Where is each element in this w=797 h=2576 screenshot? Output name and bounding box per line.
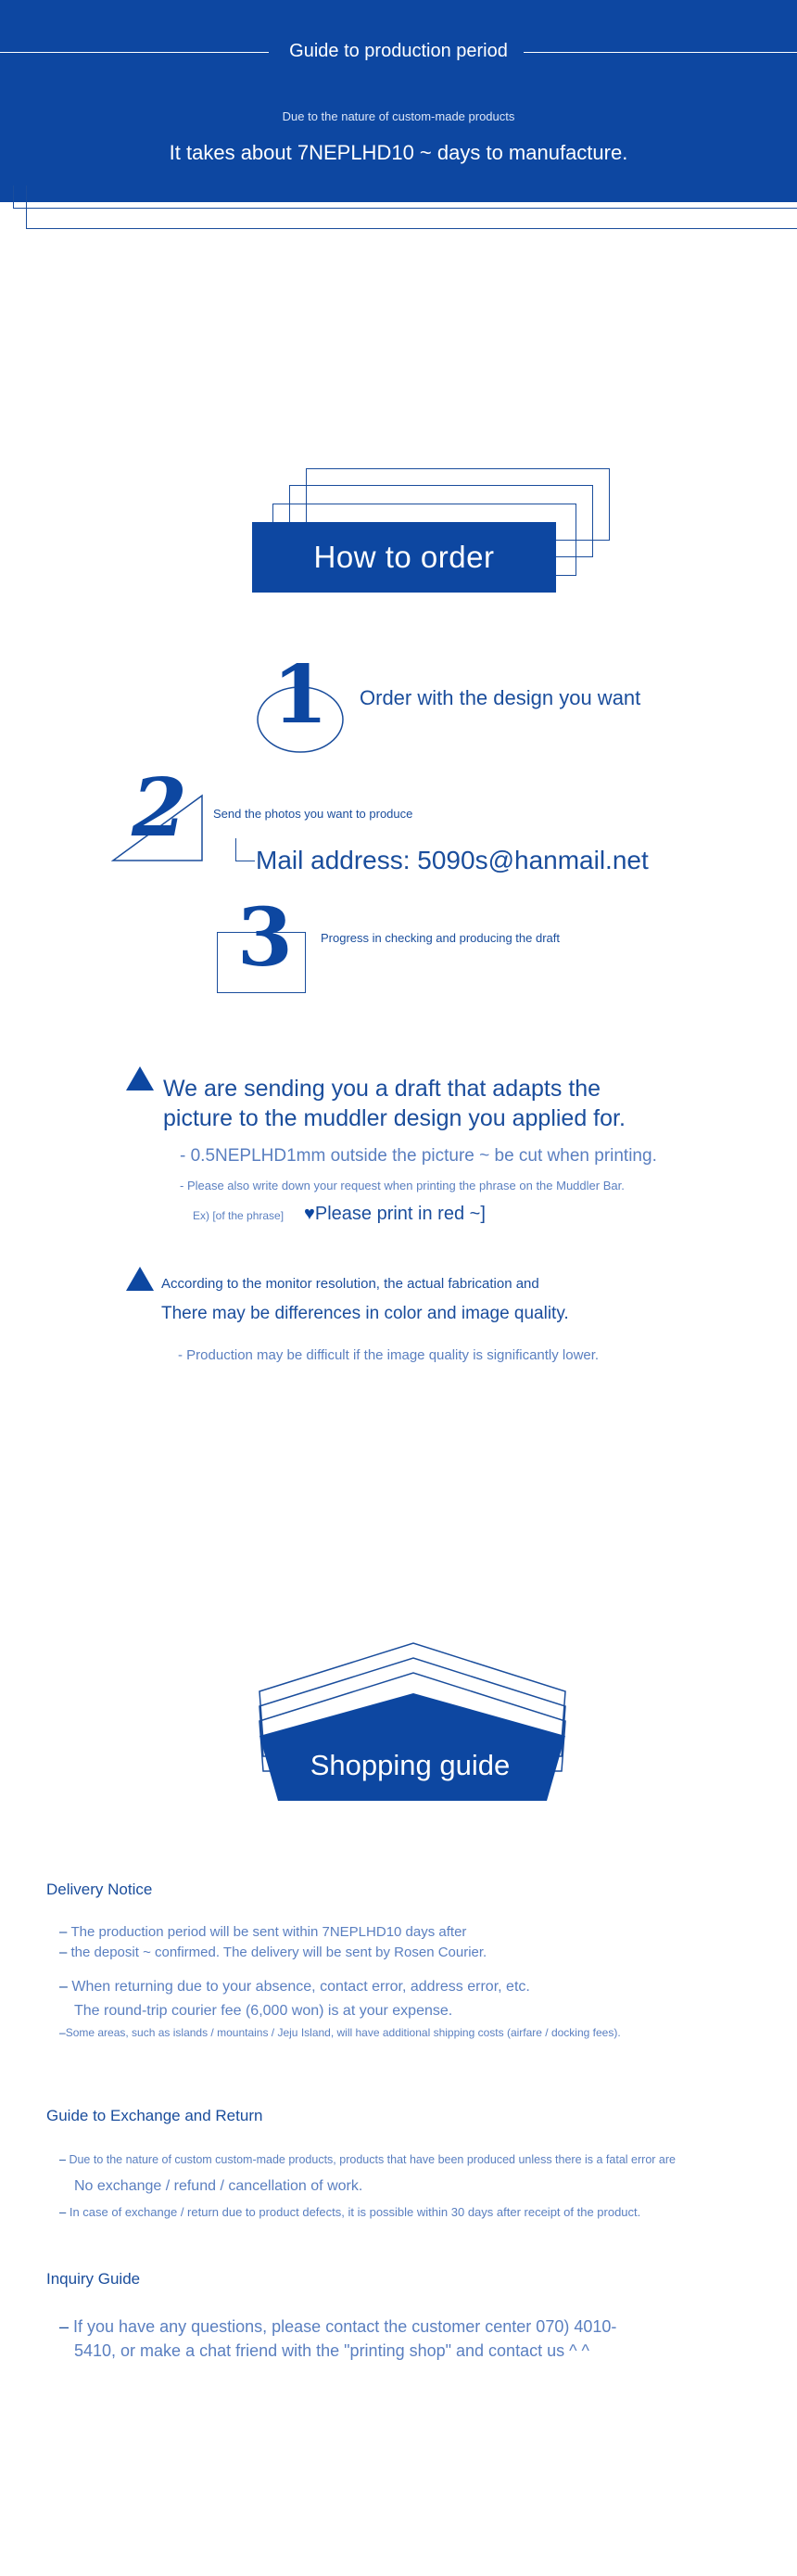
cut-note: - 0.5NEPLHD1mm outside the picture ~ be cut when printing. xyxy=(180,1146,657,1166)
exchange-line-1: – Due to the nature of custom custom-made products, products that have been produced unless there is a fatal error are xyxy=(59,2153,676,2166)
request-note: - Please also write down your request when printing the phrase on the Muddler Bar. xyxy=(180,1179,625,1192)
draft-line-2: picture to the muddler design you applied for. xyxy=(163,1105,626,1131)
exchange-heading: Guide to Exchange and Return xyxy=(46,2107,263,2124)
quality-note: - Production may be difficult if the image quality is significantly lower. xyxy=(178,1347,600,1363)
warning-triangle-icon xyxy=(126,1066,154,1090)
delivery-line-3: – When returning due to your absence, contact error, address error, etc. xyxy=(59,1979,530,1995)
example-label: Ex) [of the phrase] xyxy=(193,1209,285,1222)
draft-line-1: We are sending you a draft that adapts the xyxy=(163,1076,601,1102)
banner-main-text: It takes about 7NEPLHD10 ~ days to manufacture. xyxy=(169,141,628,164)
step-1-number: 1 xyxy=(272,648,328,742)
delivery-line-1: – The production period will be sent within 7NEPLHD10 days after xyxy=(59,1924,467,1940)
delivery-line-2: – the deposit ~ confirmed. The delivery will be sent by Rosen Courier. xyxy=(59,1945,487,1960)
inquiry-text xyxy=(59,2315,616,2363)
banner-title: Guide to production period xyxy=(0,41,797,62)
monitor-line-1: According to the monitor resolution, the actual fabrication and xyxy=(161,1276,539,1292)
step-3-number: 3 xyxy=(237,891,293,985)
inquiry-line-1: – If you have any questions, please contact the customer center 070) 4010- xyxy=(59,2317,617,2336)
example-phrase: Please print in red ~] xyxy=(314,1204,486,1224)
heart-icon: ♥ xyxy=(304,1204,315,1224)
step-2-text: Send the photos you want to produce xyxy=(213,807,413,821)
return-fee-notice xyxy=(59,1975,530,2023)
production-period-banner xyxy=(0,0,797,202)
mail-address[interactable]: Mail address: 5090s@hanmail.net xyxy=(256,846,649,874)
shopping-guide-title: Shopping guide xyxy=(310,1749,511,1781)
step-1-text: Order with the design you want xyxy=(360,686,641,709)
delivery-notice xyxy=(59,1922,487,1963)
inquiry-heading: Inquiry Guide xyxy=(46,2270,141,2288)
step-3-text: Progress in checking and producing the draft xyxy=(321,931,560,945)
inquiry-line-2: 5410, or make a chat friend with the "printing shop" and contact us ^ ^ xyxy=(74,2341,589,2360)
draft-notice xyxy=(163,1074,626,1133)
delivery-line-5: –Some areas, such as islands / mountains / Jeju Island, will have additional shipping costs (airfare / docking fees). xyxy=(59,2026,621,2039)
exchange-line-3: – In case of exchange / return due to product defects, it is possible within 30 days after receipt of the product. xyxy=(59,2205,641,2219)
exchange-line-2: No exchange / refund / cancellation of work. xyxy=(74,2178,363,2194)
how-to-order-title: How to order xyxy=(252,522,556,593)
shopping-guide-frames xyxy=(250,1641,570,1808)
delivery-heading: Delivery Notice xyxy=(46,1881,153,1898)
banner-frame-2 xyxy=(26,185,797,229)
warning-triangle-icon xyxy=(126,1267,154,1291)
step-2-number: 2 xyxy=(132,761,187,855)
monitor-line-2: There may be differences in color and image quality. xyxy=(161,1304,569,1323)
banner-subtitle: Due to the nature of custom-made products xyxy=(282,109,515,123)
delivery-line-4: The round-trip courier fee (6,000 won) is at your expense. xyxy=(74,2003,453,2019)
example-text xyxy=(304,1204,486,1225)
step-2-connector xyxy=(235,838,255,861)
